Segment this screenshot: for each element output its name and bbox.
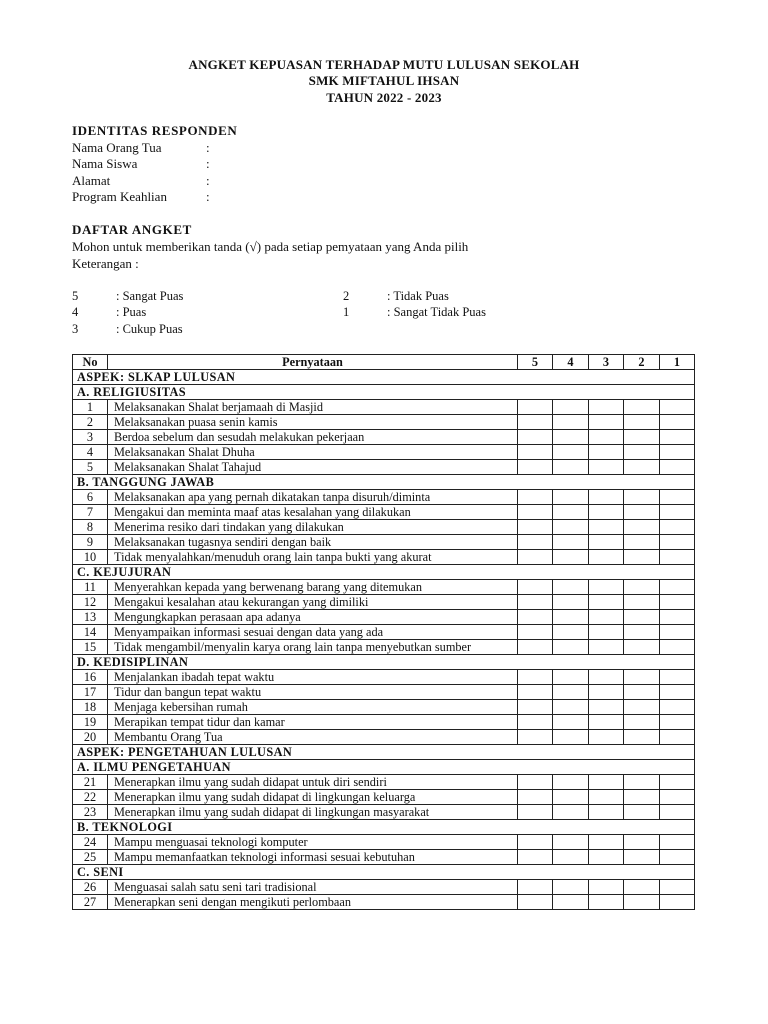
- score-1-checkbox[interactable]: [660, 850, 695, 865]
- score-5-checkbox[interactable]: [518, 625, 553, 640]
- score-2-checkbox[interactable]: [624, 790, 660, 805]
- score-4-checkbox[interactable]: [553, 520, 589, 535]
- score-5-checkbox[interactable]: [518, 880, 553, 895]
- row-statement: Menyampaikan informasi sesuai dengan data yang ada: [108, 625, 518, 640]
- table-row: [73, 700, 695, 715]
- table-row: [73, 715, 695, 730]
- row-number: 18: [73, 700, 108, 715]
- score-4-checkbox[interactable]: [553, 595, 589, 610]
- score-5-checkbox[interactable]: [518, 835, 553, 850]
- row-statement: Tidur dan bangun tepat waktu: [108, 685, 518, 700]
- score-3-checkbox[interactable]: [589, 715, 624, 730]
- column-header-no: No: [73, 355, 108, 370]
- row-number: 9: [73, 535, 108, 550]
- identity-label-address: Alamat: [72, 173, 111, 188]
- score-1-checkbox[interactable]: [660, 460, 695, 475]
- score-5-checkbox[interactable]: [518, 685, 553, 700]
- section-row: [73, 760, 695, 775]
- score-3-checkbox[interactable]: [589, 595, 624, 610]
- scale-label: : Cukup Puas: [116, 322, 183, 336]
- row-number: 25: [73, 850, 108, 865]
- score-1-checkbox[interactable]: [660, 835, 695, 850]
- row-statement: Membantu Orang Tua: [108, 730, 518, 745]
- score-3-checkbox[interactable]: [589, 670, 624, 685]
- row-statement: Melaksanakan apa yang pernah dikatakan tanpa disuruh/diminta: [108, 490, 518, 505]
- row-statement: Menerima resiko dari tindakan yang dilakukan: [108, 520, 518, 535]
- scale-number: 3: [72, 322, 79, 336]
- score-1-checkbox[interactable]: [660, 580, 695, 595]
- row-number: 23: [73, 805, 108, 820]
- score-2-checkbox[interactable]: [624, 400, 660, 415]
- score-1-checkbox[interactable]: [660, 490, 695, 505]
- score-3-checkbox[interactable]: [589, 625, 624, 640]
- score-3-checkbox[interactable]: [589, 700, 624, 715]
- score-4-checkbox[interactable]: [553, 790, 589, 805]
- score-2-checkbox[interactable]: [624, 775, 660, 790]
- score-4-checkbox[interactable]: [553, 430, 589, 445]
- row-statement: Menjalankan ibadah tepat waktu: [108, 670, 518, 685]
- score-2-checkbox[interactable]: [624, 625, 660, 640]
- score-5-checkbox[interactable]: [518, 730, 553, 745]
- row-statement: Tidak menyalahkan/menuduh orang lain tanpa bukti yang akurat: [108, 550, 518, 565]
- scale-label: : Sangat Tidak Puas: [387, 305, 486, 319]
- score-4-checkbox[interactable]: [553, 880, 589, 895]
- score-2-checkbox[interactable]: [624, 670, 660, 685]
- score-3-checkbox[interactable]: [589, 730, 624, 745]
- aspect-row: [73, 370, 695, 385]
- aspect-title: ASPEK: PENGETAHUAN LULUSAN: [73, 745, 695, 760]
- table-body: [73, 370, 695, 910]
- score-4-checkbox[interactable]: [553, 535, 589, 550]
- score-3-checkbox[interactable]: [589, 415, 624, 430]
- table-row: [73, 685, 695, 700]
- row-statement: Mampu menguasai teknologi komputer: [108, 835, 518, 850]
- score-5-checkbox[interactable]: [518, 850, 553, 865]
- row-statement: Melaksanakan Shalat Dhuha: [108, 445, 518, 460]
- score-1-checkbox[interactable]: [660, 535, 695, 550]
- score-2-checkbox[interactable]: [624, 460, 660, 475]
- table-row: [73, 580, 695, 595]
- section-title: C. SENI: [73, 865, 695, 880]
- score-3-checkbox[interactable]: [589, 640, 624, 655]
- section-row: [73, 565, 695, 580]
- column-header-score-4: 4: [553, 355, 589, 370]
- score-4-checkbox[interactable]: [553, 625, 589, 640]
- score-1-checkbox[interactable]: [660, 505, 695, 520]
- section-row: [73, 385, 695, 400]
- score-3-checkbox[interactable]: [589, 580, 624, 595]
- score-4-checkbox[interactable]: [553, 895, 589, 910]
- school-year: TAHUN 2022 - 2023: [326, 90, 442, 105]
- row-statement: Menerapkan seni dengan mengikuti perlombaan: [108, 895, 518, 910]
- score-3-checkbox[interactable]: [589, 535, 624, 550]
- score-5-checkbox[interactable]: [518, 610, 553, 625]
- row-number: 27: [73, 895, 108, 910]
- row-statement: Melaksanakan Shalat berjamaah di Masjid: [108, 400, 518, 415]
- school-name: SMK MIFTAHUL IHSAN: [308, 73, 460, 88]
- score-2-checkbox[interactable]: [624, 640, 660, 655]
- score-5-checkbox[interactable]: [518, 415, 553, 430]
- row-number: 20: [73, 730, 108, 745]
- identity-colon: :: [206, 156, 210, 171]
- score-3-checkbox[interactable]: [589, 805, 624, 820]
- score-3-checkbox[interactable]: [589, 550, 624, 565]
- scale-number: 2: [343, 289, 350, 303]
- row-number: 17: [73, 685, 108, 700]
- column-header-score-3: 3: [589, 355, 624, 370]
- column-header-score-1: 1: [660, 355, 695, 370]
- row-number: 16: [73, 670, 108, 685]
- score-4-checkbox[interactable]: [553, 775, 589, 790]
- section-title: B. TANGGUNG JAWAB: [73, 475, 695, 490]
- score-1-checkbox[interactable]: [660, 550, 695, 565]
- score-2-checkbox[interactable]: [624, 610, 660, 625]
- row-number: 4: [73, 445, 108, 460]
- score-3-checkbox[interactable]: [589, 880, 624, 895]
- score-3-checkbox[interactable]: [589, 835, 624, 850]
- score-2-checkbox[interactable]: [624, 685, 660, 700]
- identity-colon: :: [206, 189, 210, 204]
- identity-colon: :: [206, 140, 210, 155]
- section-title: A. RELIGIUSITAS: [73, 385, 695, 400]
- score-1-checkbox[interactable]: [660, 445, 695, 460]
- score-1-checkbox[interactable]: [660, 430, 695, 445]
- score-2-checkbox[interactable]: [624, 850, 660, 865]
- score-5-checkbox[interactable]: [518, 520, 553, 535]
- row-statement: Merapikan tempat tidur dan kamar: [108, 715, 518, 730]
- score-1-checkbox[interactable]: [660, 700, 695, 715]
- score-4-checkbox[interactable]: [553, 805, 589, 820]
- score-1-checkbox[interactable]: [660, 715, 695, 730]
- row-statement: Melaksanakan tugasnya sendiri dengan baik: [108, 535, 518, 550]
- column-header-score-5: 5: [518, 355, 553, 370]
- legend-label: Keterangan :: [72, 256, 139, 271]
- row-number: 15: [73, 640, 108, 655]
- table-row: [73, 775, 695, 790]
- score-3-checkbox[interactable]: [589, 490, 624, 505]
- score-1-checkbox[interactable]: [660, 640, 695, 655]
- table-row: [73, 640, 695, 655]
- score-4-checkbox[interactable]: [553, 835, 589, 850]
- column-header-score-2: 2: [624, 355, 660, 370]
- score-1-checkbox[interactable]: [660, 520, 695, 535]
- score-4-checkbox[interactable]: [553, 445, 589, 460]
- scale-label: : Puas: [116, 305, 147, 319]
- table-row: [73, 670, 695, 685]
- scale-number: 4: [72, 305, 79, 319]
- identity-label-parent: Nama Orang Tua: [72, 140, 162, 155]
- row-statement: Melaksanakan puasa senin kamis: [108, 415, 518, 430]
- score-5-checkbox[interactable]: [518, 775, 553, 790]
- table-row: [73, 445, 695, 460]
- table-row: [73, 850, 695, 865]
- score-5-checkbox[interactable]: [518, 400, 553, 415]
- score-4-checkbox[interactable]: [553, 685, 589, 700]
- table-row: [73, 535, 695, 550]
- score-3-checkbox[interactable]: [589, 505, 624, 520]
- score-4-checkbox[interactable]: [553, 610, 589, 625]
- score-4-checkbox[interactable]: [553, 490, 589, 505]
- score-5-checkbox[interactable]: [518, 445, 553, 460]
- row-statement: Mengungkapkan perasaan apa adanya: [108, 610, 518, 625]
- score-2-checkbox[interactable]: [624, 550, 660, 565]
- score-3-checkbox[interactable]: [589, 520, 624, 535]
- table-row: [73, 835, 695, 850]
- row-statement: Tidak mengambil/menyalin karya orang lain tanpa menyebutkan sumber: [108, 640, 518, 655]
- score-5-checkbox[interactable]: [518, 430, 553, 445]
- row-number: 24: [73, 835, 108, 850]
- row-number: 2: [73, 415, 108, 430]
- table-row: [73, 490, 695, 505]
- section-title: A. ILMU PENGETAHUAN: [73, 760, 695, 775]
- score-4-checkbox[interactable]: [553, 700, 589, 715]
- score-4-checkbox[interactable]: [553, 850, 589, 865]
- score-2-checkbox[interactable]: [624, 490, 660, 505]
- score-2-checkbox[interactable]: [624, 700, 660, 715]
- row-statement: Menyerahkan kepada yang berwenang barang yang ditemukan: [108, 580, 518, 595]
- score-4-checkbox[interactable]: [553, 730, 589, 745]
- row-statement: Menerapkan ilmu yang sudah didapat untuk diri sendiri: [108, 775, 518, 790]
- score-5-checkbox[interactable]: [518, 580, 553, 595]
- row-number: 7: [73, 505, 108, 520]
- row-number: 21: [73, 775, 108, 790]
- score-4-checkbox[interactable]: [553, 460, 589, 475]
- score-2-checkbox[interactable]: [624, 580, 660, 595]
- score-1-checkbox[interactable]: [660, 895, 695, 910]
- score-1-checkbox[interactable]: [660, 805, 695, 820]
- section-title: C. KEJUJURAN: [73, 565, 695, 580]
- score-5-checkbox[interactable]: [518, 595, 553, 610]
- score-1-checkbox[interactable]: [660, 415, 695, 430]
- score-5-checkbox[interactable]: [518, 805, 553, 820]
- score-3-checkbox[interactable]: [589, 850, 624, 865]
- score-1-checkbox[interactable]: [660, 775, 695, 790]
- score-2-checkbox[interactable]: [624, 520, 660, 535]
- score-2-checkbox[interactable]: [624, 805, 660, 820]
- table-row: [73, 790, 695, 805]
- score-5-checkbox[interactable]: [518, 490, 553, 505]
- score-5-checkbox[interactable]: [518, 535, 553, 550]
- row-number: 5: [73, 460, 108, 475]
- score-2-checkbox[interactable]: [624, 835, 660, 850]
- row-number: 1: [73, 400, 108, 415]
- score-1-checkbox[interactable]: [660, 880, 695, 895]
- document-title: ANGKET KEPUASAN TERHADAP MUTU LULUSAN SEKOLAH: [188, 57, 580, 72]
- table-row: [73, 505, 695, 520]
- score-5-checkbox[interactable]: [518, 550, 553, 565]
- table-header-row: [73, 355, 695, 370]
- table-row: [73, 460, 695, 475]
- table-row: [73, 895, 695, 910]
- score-2-checkbox[interactable]: [624, 895, 660, 910]
- row-statement: Melaksanakan Shalat Tahajud: [108, 460, 518, 475]
- score-3-checkbox[interactable]: [589, 775, 624, 790]
- row-number: 3: [73, 430, 108, 445]
- row-number: 8: [73, 520, 108, 535]
- table-row: [73, 550, 695, 565]
- questionnaire-table: [72, 354, 695, 910]
- column-header-statement: Pernyataan: [108, 355, 518, 370]
- score-5-checkbox[interactable]: [518, 505, 553, 520]
- score-2-checkbox[interactable]: [624, 430, 660, 445]
- aspect-title: ASPEK: SLKAP LULUSAN: [73, 370, 695, 385]
- score-2-checkbox[interactable]: [624, 505, 660, 520]
- score-1-checkbox[interactable]: [660, 625, 695, 640]
- score-3-checkbox[interactable]: [589, 685, 624, 700]
- row-number: 19: [73, 715, 108, 730]
- table-row: [73, 430, 695, 445]
- row-number: 11: [73, 580, 108, 595]
- identity-colon: :: [206, 173, 210, 188]
- aspect-row: [73, 745, 695, 760]
- score-3-checkbox[interactable]: [589, 400, 624, 415]
- table-row: [73, 625, 695, 640]
- questionnaire-heading: DAFTAR ANGKET: [72, 222, 192, 237]
- identity-heading: IDENTITAS RESPONDEN: [72, 123, 238, 138]
- score-1-checkbox[interactable]: [660, 595, 695, 610]
- score-4-checkbox[interactable]: [553, 670, 589, 685]
- table-row: [73, 415, 695, 430]
- table-row: [73, 805, 695, 820]
- score-3-checkbox[interactable]: [589, 430, 624, 445]
- score-3-checkbox[interactable]: [589, 610, 624, 625]
- score-2-checkbox[interactable]: [624, 415, 660, 430]
- row-statement: Menjaga kebersihan rumah: [108, 700, 518, 715]
- section-title: D. KEDISIPLINAN: [73, 655, 695, 670]
- scale-number: 1: [343, 305, 350, 319]
- row-number: 26: [73, 880, 108, 895]
- row-number: 13: [73, 610, 108, 625]
- score-3-checkbox[interactable]: [589, 790, 624, 805]
- score-2-checkbox[interactable]: [624, 535, 660, 550]
- score-3-checkbox[interactable]: [589, 460, 624, 475]
- section-title: B. TEKNOLOGI: [73, 820, 695, 835]
- score-4-checkbox[interactable]: [553, 640, 589, 655]
- score-1-checkbox[interactable]: [660, 610, 695, 625]
- row-statement: Menerapkan ilmu yang sudah didapat di lingkungan keluarga: [108, 790, 518, 805]
- identity-label-program: Program Keahlian: [72, 189, 167, 204]
- table-row: [73, 400, 695, 415]
- score-1-checkbox[interactable]: [660, 400, 695, 415]
- score-5-checkbox[interactable]: [518, 715, 553, 730]
- scale-label: : Tidak Puas: [387, 289, 449, 303]
- score-4-checkbox[interactable]: [553, 550, 589, 565]
- score-2-checkbox[interactable]: [624, 730, 660, 745]
- row-number: 22: [73, 790, 108, 805]
- score-1-checkbox[interactable]: [660, 670, 695, 685]
- row-statement: Mengakui dan meminta maaf atas kesalahan yang dilakukan: [108, 505, 518, 520]
- score-2-checkbox[interactable]: [624, 595, 660, 610]
- identity-label-student: Nama Siswa: [72, 156, 138, 171]
- score-4-checkbox[interactable]: [553, 400, 589, 415]
- table-row: [73, 520, 695, 535]
- table-row: [73, 730, 695, 745]
- score-4-checkbox[interactable]: [553, 715, 589, 730]
- row-statement: Mengakui kesalahan atau kekurangan yang dimiliki: [108, 595, 518, 610]
- score-4-checkbox[interactable]: [553, 505, 589, 520]
- row-statement: Berdoa sebelum dan sesudah melakukan pekerjaan: [108, 430, 518, 445]
- score-4-checkbox[interactable]: [553, 415, 589, 430]
- score-3-checkbox[interactable]: [589, 445, 624, 460]
- score-1-checkbox[interactable]: [660, 790, 695, 805]
- section-row: [73, 820, 695, 835]
- row-number: 12: [73, 595, 108, 610]
- row-number: 14: [73, 625, 108, 640]
- score-5-checkbox[interactable]: [518, 700, 553, 715]
- section-row: [73, 475, 695, 490]
- score-5-checkbox[interactable]: [518, 670, 553, 685]
- score-1-checkbox[interactable]: [660, 685, 695, 700]
- table-row: [73, 595, 695, 610]
- row-number: 6: [73, 490, 108, 505]
- row-statement: Menguasai salah satu seni tari tradisional: [108, 880, 518, 895]
- score-5-checkbox[interactable]: [518, 790, 553, 805]
- score-2-checkbox[interactable]: [624, 715, 660, 730]
- section-row: [73, 865, 695, 880]
- row-number: 10: [73, 550, 108, 565]
- instruction-text: Mohon untuk memberikan tanda (√) pada setiap pemyataan yang Anda pilih: [72, 239, 469, 254]
- table-row: [73, 880, 695, 895]
- section-row: [73, 655, 695, 670]
- row-statement: Mampu memanfaatkan teknologi informasi sesuai kebutuhan: [108, 850, 518, 865]
- scale-number: 5: [72, 289, 79, 303]
- score-5-checkbox[interactable]: [518, 895, 553, 910]
- score-2-checkbox[interactable]: [624, 445, 660, 460]
- table-row: [73, 610, 695, 625]
- score-1-checkbox[interactable]: [660, 730, 695, 745]
- score-2-checkbox[interactable]: [624, 880, 660, 895]
- score-4-checkbox[interactable]: [553, 580, 589, 595]
- score-5-checkbox[interactable]: [518, 460, 553, 475]
- score-5-checkbox[interactable]: [518, 640, 553, 655]
- score-3-checkbox[interactable]: [589, 895, 624, 910]
- row-statement: Menerapkan ilmu yang sudah didapat di lingkungan masyarakat: [108, 805, 518, 820]
- scale-label: : Sangat Puas: [116, 289, 184, 303]
